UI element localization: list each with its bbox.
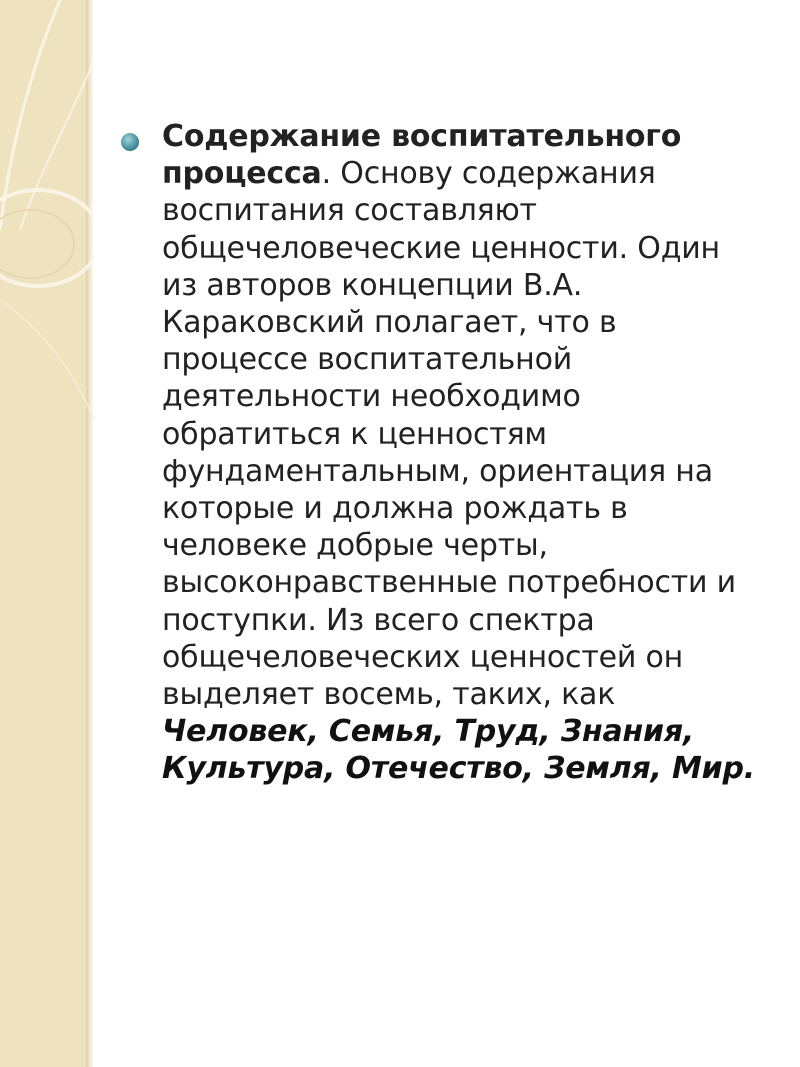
paragraph [162,118,762,788]
slide-content [120,118,770,788]
body-text: . Основу содержания воспитания составляют общечеловеческие ценности. Один из авторов концепции В.А. Караковский полагает, что в процессе воспитательной деятельности необходимо обратиться к ценностям фундаментальным, ориентация на которые и должна рождать в человеке добрые черты, высоконравственные потребности и поступки. Из всего спектра общечеловеческих ценностей он выделяет восемь, таких, как [162,156,736,713]
heading-bold: Содержание воспитательного процесса [162,119,682,192]
round-bullet-icon [120,132,140,152]
decorative-curves-graphic [0,0,94,1067]
values-list: Человек, Семья, Труд, Знания, Культура, Отечество, Земля, Мир. [162,714,755,787]
